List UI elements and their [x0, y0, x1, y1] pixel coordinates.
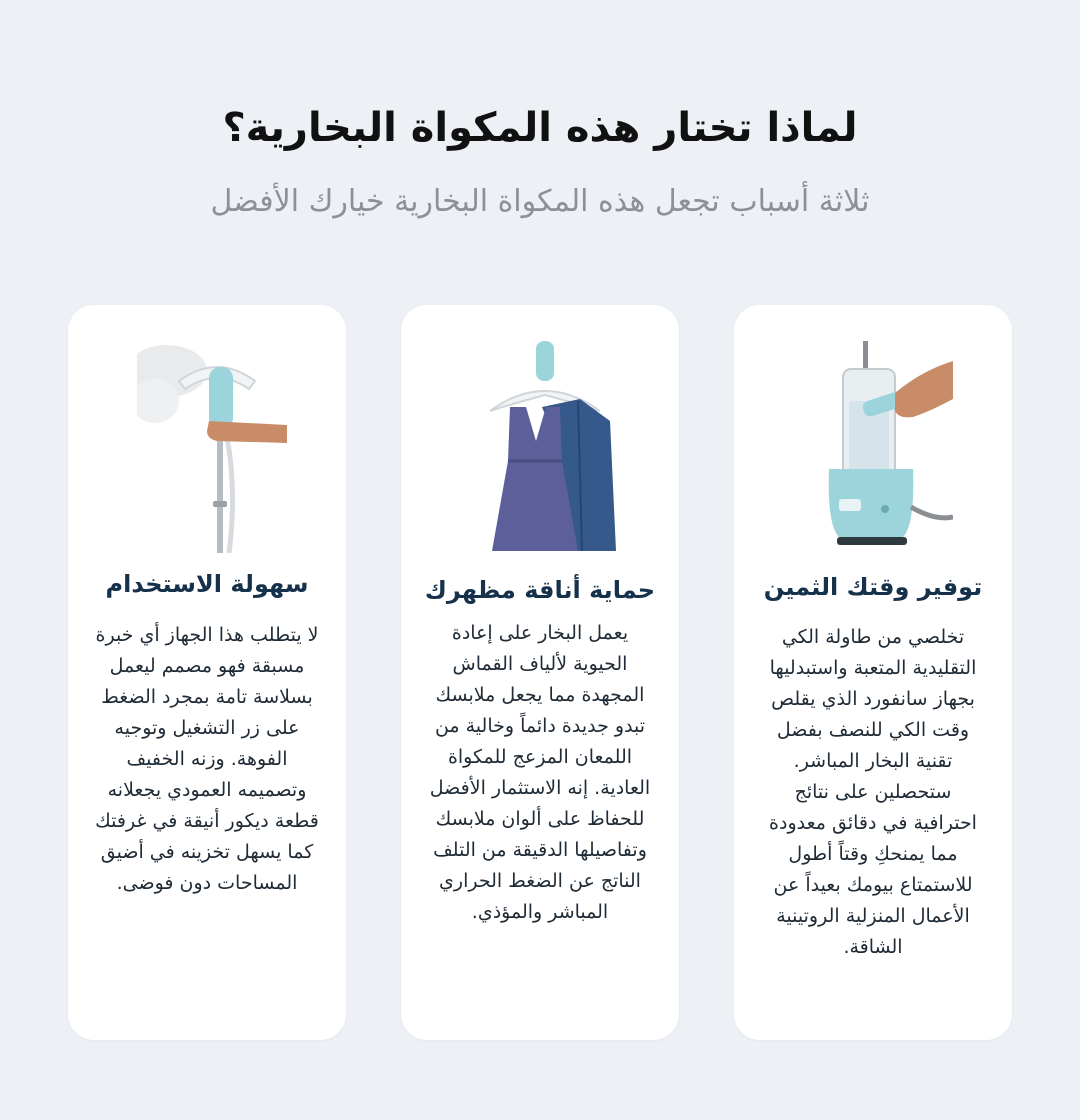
feature-card-ease-of-use: [68, 305, 346, 1040]
steamer-base-image: [803, 341, 953, 553]
feature-card-save-time: [734, 305, 1012, 1040]
clothes-hanger-image: [470, 341, 620, 553]
page-title: لماذا تختار هذه المكواة البخارية؟: [222, 105, 858, 151]
page-subtitle: ثلاثة أسباب تجعل هذه المكواة البخارية خيارك الأفضل: [210, 184, 870, 219]
card-body: تخلصي من طاولة الكي التقليدية المتعبة واستبدليها بجهاز سانفورد الذي يقلص وقت الكي للنصف بفضل تقنية البخار المباشر. ستحصلين على نتائج احترافية في دقائق معدودة مما يمنحكِ وقتاً أطول للاستمتاع بيومك بعيداً عن الأعمال المنزلية الروتينية الشاقة.: [769, 626, 977, 958]
steamer-pole-image: [137, 341, 287, 553]
card-title: توفير وقتك الثمين: [763, 573, 983, 601]
card-body: يعمل البخار على إعادة الحيوية لألياف القماش المجهدة مما يجعل ملابسك تبدو جديدة دائماً وخالية من اللمعان المزعج للمكواة العادية. إنه الاستثمار الأفضل للحفاظ على ألوان ملابسك وتفاصيلها الدقيقة من التلف الناتج عن الضغط الحراري المباشر والمؤذي.: [429, 622, 651, 923]
feature-card-protect-look: [401, 305, 679, 1040]
card-title: سهولة الاستخدام: [105, 570, 309, 598]
card-title: حماية أناقة مظهرك: [424, 576, 656, 604]
card-body: لا يتطلب هذا الجهاز أي خبرة مسبقة فهو مصمم ليعمل بسلاسة تامة بمجرد الضغط على زر التشغيل وتوجيه الفوهة. وزنه الخفيف وتصميمه العمودي يجعلانه قطعة ديكور أنيقة في غرفتك كما يسهل تخزينه في أضيق المساحات دون فوضى.: [95, 624, 319, 894]
